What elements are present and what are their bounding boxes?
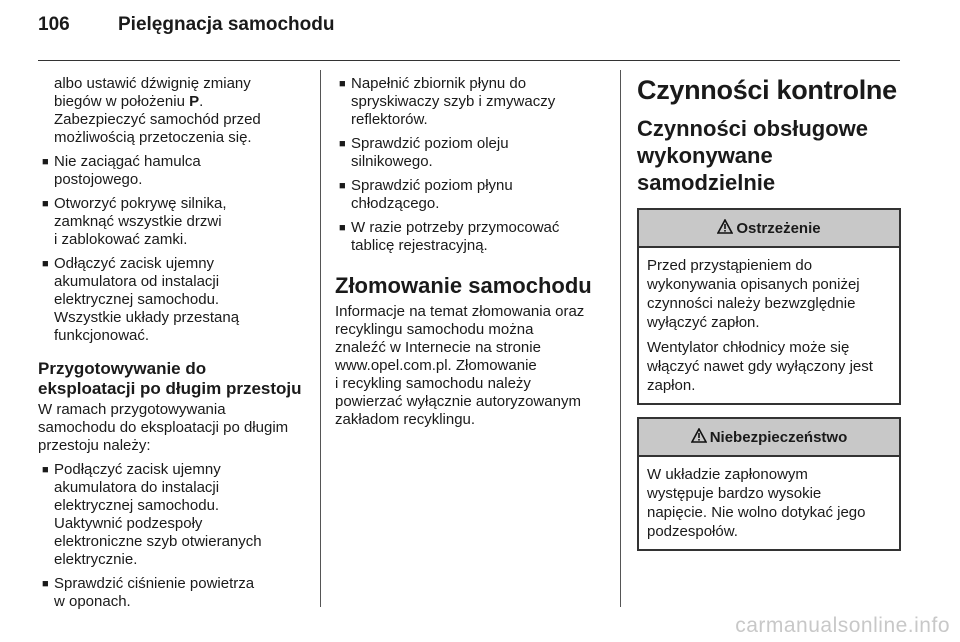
section-subtitle: Czynności obsługowe wykonywane samodzielnie	[637, 116, 869, 195]
bullet-item	[38, 255, 304, 345]
warning-box-body	[639, 248, 899, 403]
chapter-title: Pielęgnacja samochodu	[118, 14, 335, 35]
bullet-line: Sprawdzić ciśnienie powietrza	[54, 575, 255, 592]
bullet-line: spryskiwaczy szyb i zmywaczy	[351, 93, 556, 110]
column-divider	[320, 70, 321, 607]
danger-box-header	[639, 419, 899, 457]
gear-position: P	[189, 93, 200, 110]
bullet-line: Napełnić zbiornik płynu do	[351, 75, 527, 92]
warning-box	[637, 208, 901, 405]
bullet-item	[38, 153, 304, 189]
bullet-line: elektroniczne szyb otwieranych	[54, 533, 262, 550]
bullet-icon: ■	[42, 198, 49, 210]
paragraph: W ramach przygotowywania samochodu do eksploatacji po długim przestoju należy:	[38, 401, 289, 454]
box-paragraph: Przed przystąpieniem do wykonywania opisanych poniżej czynności należy bezwzględnie wyłączyć zapłon.	[647, 257, 860, 331]
bullet-line: W razie potrzeby przymocować	[351, 219, 560, 236]
header-divider	[38, 60, 900, 61]
bullet-line: Podłączyć zacisk ujemny	[54, 461, 221, 478]
bullet-icon: ■	[339, 180, 346, 192]
bullet-line: zamknąć wszystkie drzwi	[54, 213, 222, 230]
danger-box-body	[639, 457, 899, 549]
bullet-line: i zablokować zamki.	[54, 231, 188, 248]
page-number: 106	[38, 14, 70, 35]
box-paragraph: W układzie zapłonowym występuje bardzo wysokie napięcie. Nie wolno dotykać jego podzespołów.	[647, 466, 866, 540]
intro-paragraph	[38, 75, 304, 147]
danger-box	[637, 417, 901, 551]
bullet-line: w oponach.	[54, 593, 131, 610]
bullet-icon: ■	[339, 78, 346, 90]
bullet-item	[335, 135, 605, 171]
text-line: możliwością przetoczenia się.	[54, 129, 252, 146]
bullet-line: Uaktywnić podzespoły	[54, 515, 203, 532]
bullet-line: akumulatora do instalacji	[54, 479, 220, 496]
column-middle	[335, 75, 605, 429]
bullet-line: elektrycznej samochodu.	[54, 497, 220, 514]
bullet-line: Sprawdzić poziom płynu	[351, 177, 513, 194]
danger-box-title: Niebezpieczeństwo	[709, 428, 848, 446]
bullet-item	[335, 75, 605, 129]
bullet-item	[335, 177, 605, 213]
bullet-item	[335, 219, 605, 255]
bullet-icon: ■	[339, 138, 346, 150]
bullet-icon: ■	[42, 258, 49, 270]
bullet-line: elektrycznej samochodu.	[54, 291, 220, 308]
warning-box-title: Ostrzeżenie	[736, 219, 821, 237]
warning-triangle-icon	[717, 219, 733, 238]
bullet-line: silnikowego.	[351, 153, 433, 170]
bullet-line: Sprawdzić poziom oleju	[351, 135, 509, 152]
text-line: albo ustawić dźwignię zmiany	[54, 75, 251, 92]
bullet-line: Wszystkie układy przestaną	[54, 309, 240, 326]
paragraph: Informacje na temat złomowania oraz recyklingu samochodu można znaleźć w Internecie na stronie www.opel.com.pl. Złomowanie i recykling samochodu należy powierzać wyłącznie autoryzowanym zakładom recyklingu.	[335, 303, 585, 428]
warning-box-header	[639, 210, 899, 248]
text-line: biegów w położeniu P.	[54, 93, 204, 110]
bullet-icon: ■	[42, 578, 49, 590]
bullet-item	[38, 461, 304, 569]
bullet-line: Otworzyć pokrywę silnika,	[54, 195, 227, 212]
bullet-icon: ■	[42, 156, 49, 168]
bullet-line: akumulatora od instalacji	[54, 273, 220, 290]
bullet-line: funkcjonować.	[54, 327, 150, 344]
subheading: Przygotowywanie do eksploatacji po długim przestoju	[38, 359, 302, 398]
text-line: Zabezpieczyć samochód przed	[54, 111, 261, 128]
box-paragraph: Wentylator chłodnicy może się włączyć nawet gdy wyłączony jest zapłon.	[647, 339, 873, 394]
column-right	[637, 75, 901, 559]
bullet-line: tablicę rejestracyjną.	[351, 237, 488, 254]
bullet-item	[38, 575, 304, 611]
bullet-line: elektrycznie.	[54, 551, 138, 568]
bullet-icon: ■	[42, 464, 49, 476]
bullet-item	[38, 195, 304, 249]
bullet-line: Nie zaciągać hamulca	[54, 153, 201, 170]
page-section-title: Czynności kontrolne	[637, 75, 897, 105]
warning-triangle-icon	[691, 428, 707, 447]
bullet-icon: ■	[339, 222, 346, 234]
section-heading: Złomowanie samochodu	[335, 273, 592, 298]
bullet-line: postojowego.	[54, 171, 143, 188]
bullet-line: Odłączyć zacisk ujemny	[54, 255, 215, 272]
column-divider	[620, 70, 621, 607]
bullet-line: chłodzącego.	[351, 195, 440, 212]
watermark: carmanualsonline.info	[735, 614, 950, 637]
bullet-line: reflektorów.	[351, 111, 428, 128]
column-left	[38, 75, 304, 617]
